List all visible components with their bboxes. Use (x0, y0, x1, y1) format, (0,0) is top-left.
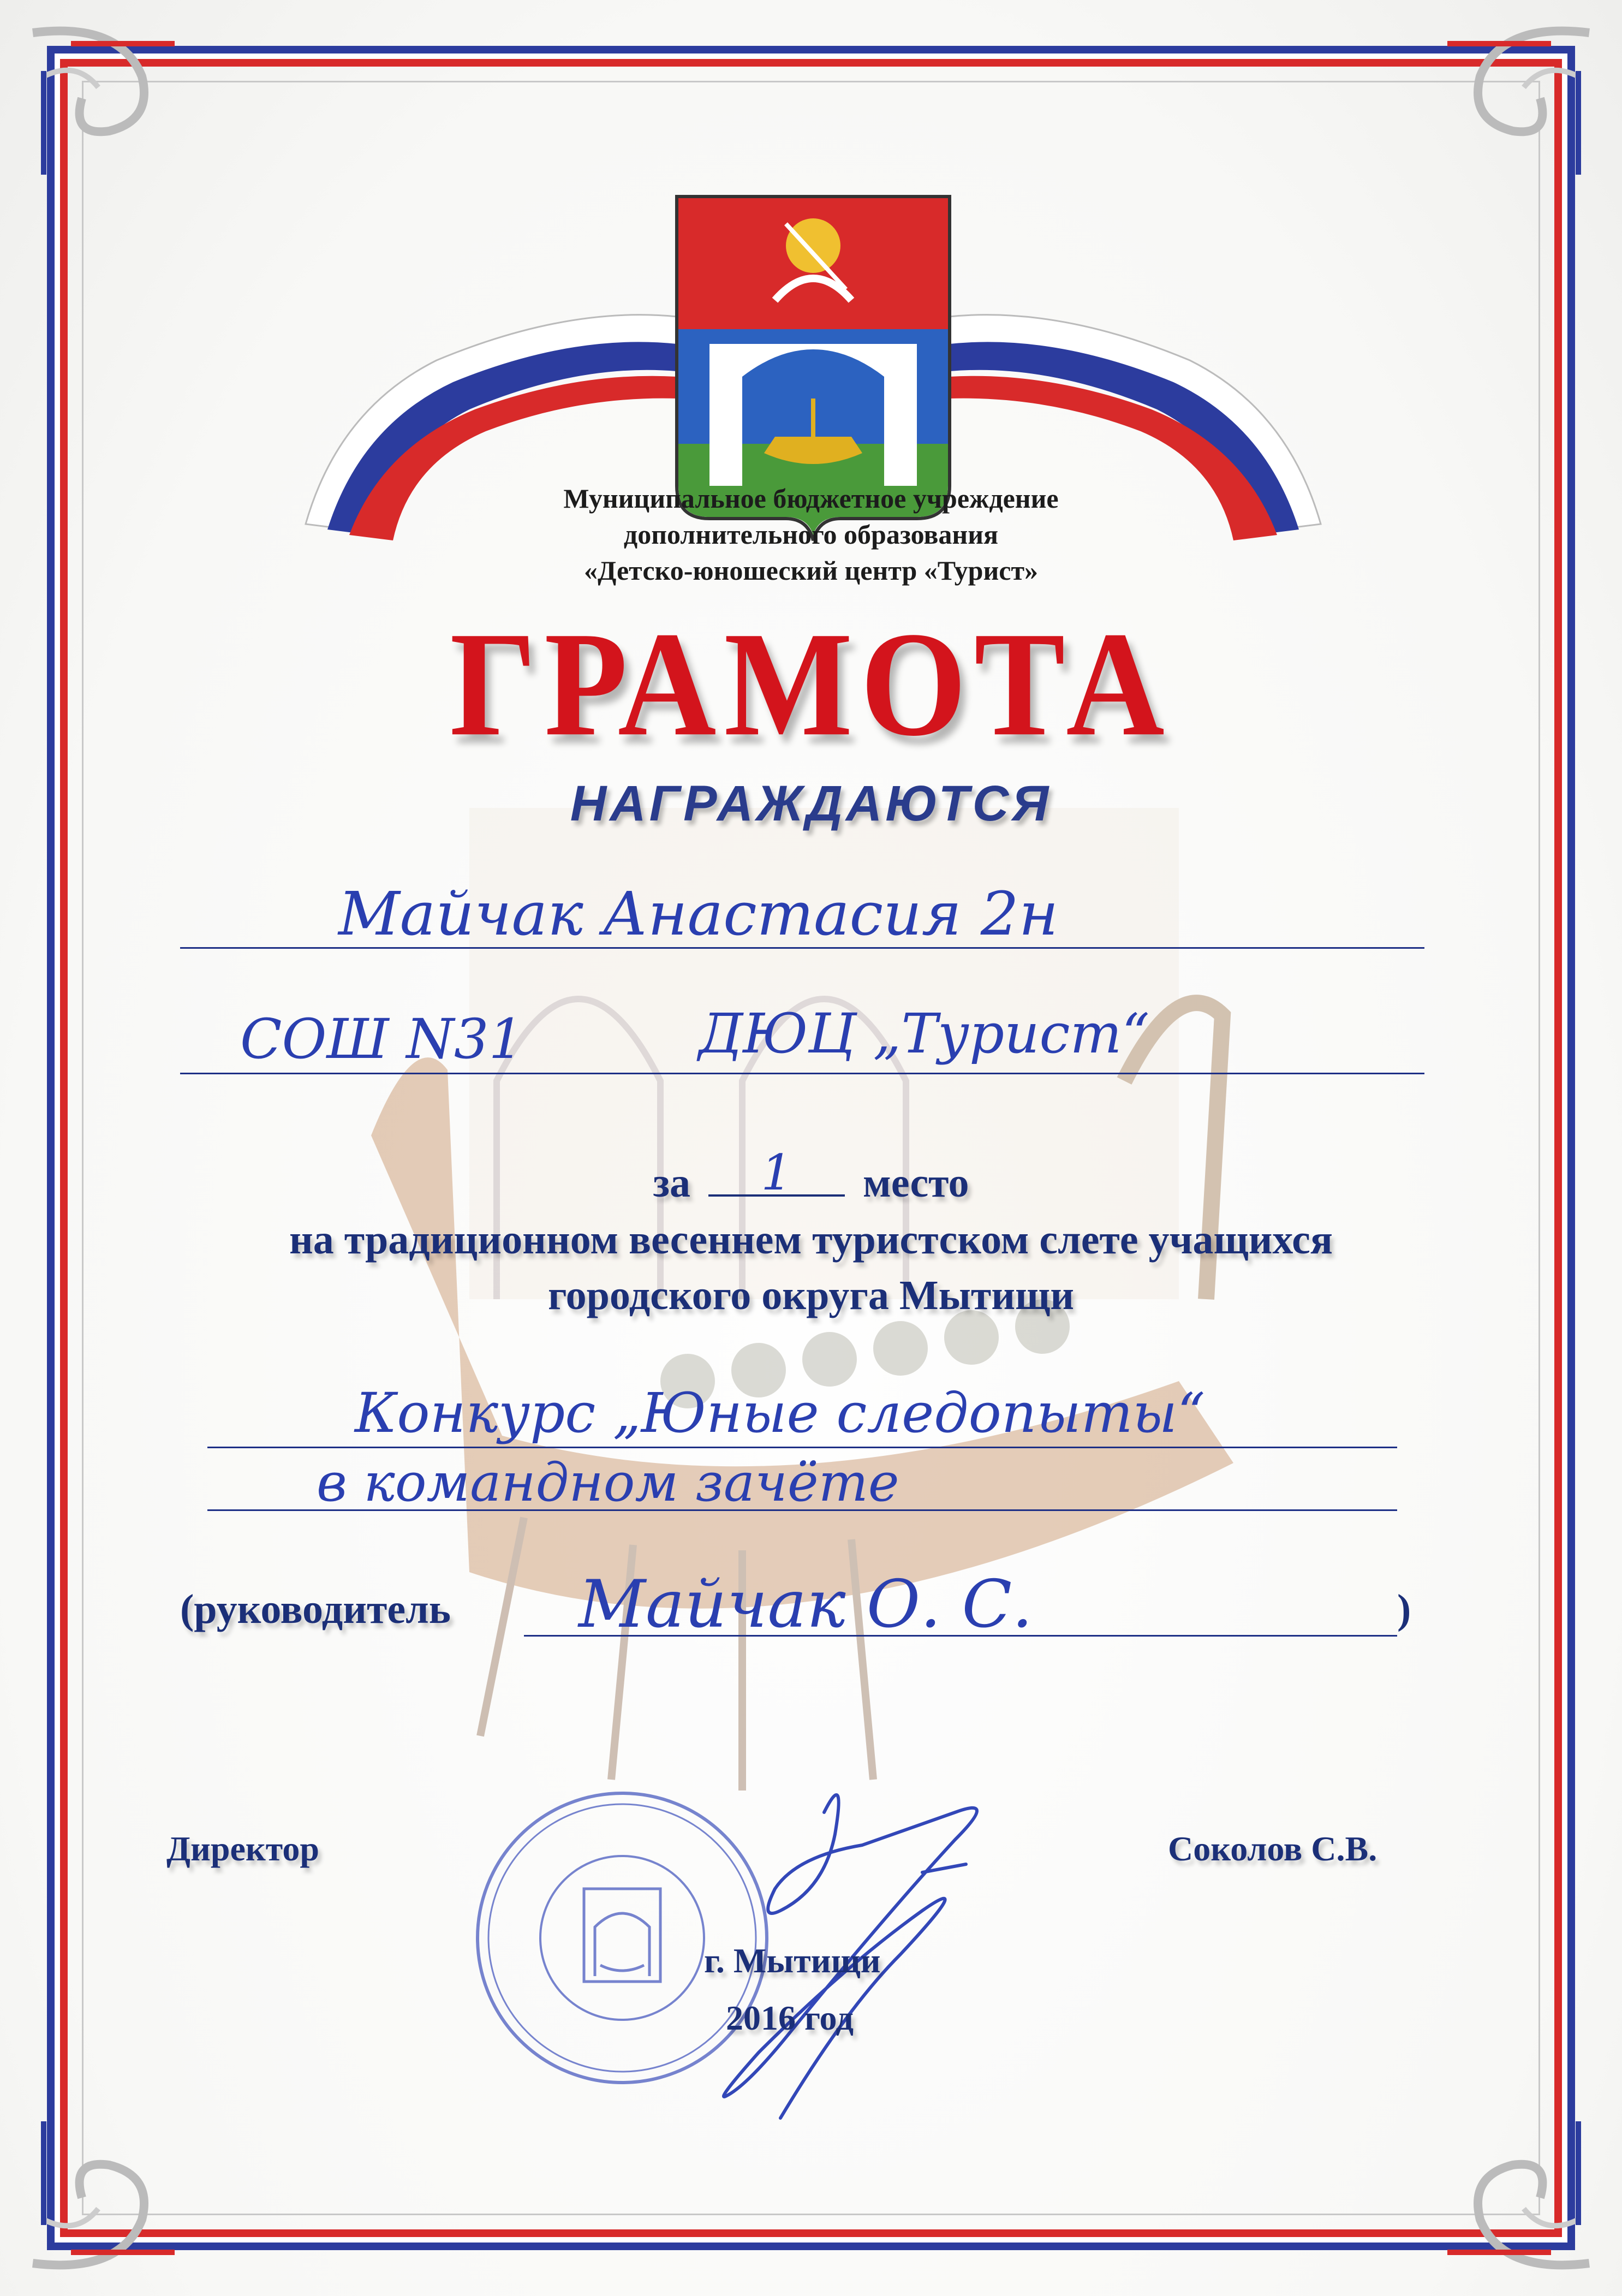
city: г. Мытищи (704, 1941, 881, 1980)
award-place: 1 (761, 1144, 792, 1201)
institution-line: Муниципальное бюджетное учреждение (563, 483, 1059, 514)
event-line-1: на традиционном весеннем туристском слете учащихся (289, 1217, 1333, 1263)
year: 2016 год (726, 1998, 854, 2037)
award-suffix: место (863, 1160, 969, 1206)
recipient-name: Майчак Анастасия 2н (338, 879, 1059, 949)
competition-line-2-text: в командном зачёте (317, 1452, 899, 1513)
institution-name (0, 480, 1622, 588)
competition-line-1-text: Конкурс „Юные следопыты“ (355, 1381, 1206, 1445)
place-blank (708, 1144, 845, 1201)
director-name: Соколов С.В. (1168, 1829, 1377, 1868)
corner-ornament-icon (11, 11, 218, 218)
leader-label: (руководитель (180, 1586, 451, 1632)
corner-ornament-icon (1404, 11, 1611, 218)
institution-line: дополнительного образования (623, 519, 999, 550)
leader-name: Майчак О. С. (579, 1567, 1033, 1643)
institution-line: «Детско-юношеский центр «Турист» (583, 555, 1039, 586)
leader-paren-close: ) (1397, 1586, 1411, 1632)
recipient-school: СОШ N31 (240, 1007, 524, 1071)
certificate-subtitle: НАГРАЖДАЮТСЯ (570, 776, 1052, 831)
certificate-title: ГРАМОТА (450, 601, 1172, 768)
corner-ornament-icon (1404, 2078, 1611, 2285)
competition-line-1 (207, 1447, 1397, 1448)
award-prefix: за (653, 1160, 691, 1206)
recipient-line-2 (180, 1073, 1424, 1074)
award-place-row (0, 1144, 1622, 1207)
director-label: Директор (166, 1829, 319, 1868)
event-line-2: городского округа Мытищи (548, 1272, 1074, 1318)
corner-ornament-icon (11, 2078, 218, 2285)
recipient-center: ДЮЦ „Турист“ (699, 1002, 1150, 1066)
